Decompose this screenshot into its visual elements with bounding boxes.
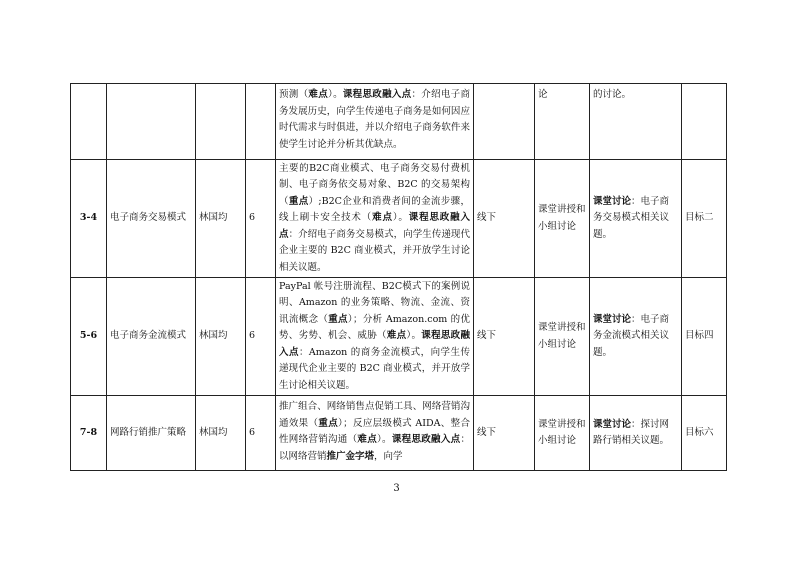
assignment-cell [590,396,682,471]
goal-cell: 目标二 [682,160,727,278]
hours-cell [246,84,276,160]
body-text: ：Amazon 的商务金流模式，向学生传递现代企业主要的 B2C 商业模式，并开放学生讨论相关议题。 [279,346,470,391]
body-text: ：探讨网路行销相关议题。 [593,418,670,446]
body-text: 预测（ [279,89,309,100]
method-cell: 课堂讲授和小组讨论 [535,160,590,278]
emphasis-text: 课程思政融入点 [279,212,470,240]
content-cell [276,84,474,160]
mode-cell: 线下 [474,278,535,396]
body-text: 的讨论。 [593,89,632,100]
body-text: ）。 [392,212,409,224]
hours-cell: 6 [246,278,276,396]
emphasis-text: 课程思政融入点 [342,89,412,100]
hours-cell: 6 [246,160,276,278]
assignment-cell [590,84,682,160]
week-cell [71,84,107,160]
topic-cell: 电子商务交易模式 [107,160,196,278]
teacher-cell: 林国均 [196,278,246,396]
emphasis-text: 推广金字塔 [326,450,375,462]
assignment-cell [590,160,682,278]
emphasis-text: 难点 [372,212,393,224]
table-row [71,160,727,278]
schedule-body [71,84,727,471]
emphasis-text: 课程思政融入点 [391,434,461,445]
body-text: PayPal 帐号注册流程、B2C模式下的案例说明、Amazon 的业务策略、物流、金流、资讯流概念（ [279,280,470,325]
emphasis-text: 课堂讨论 [593,195,632,207]
emphasis-text: 课程思政融入点 [279,330,470,358]
emphasis-text: 难点 [357,434,377,445]
emphasis-text: 课堂讨论 [593,418,632,430]
body-text: ）；分析 Amazon.com 的优势、劣势、机会、威胁（ [279,313,470,342]
week-cell: 3-4 [71,160,107,278]
body-text: ）。 [328,89,343,100]
emphasis-text: 难点 [308,89,329,100]
assignment-cell [590,278,682,396]
topic-cell [107,84,196,160]
body-text: ：电子商务金流模式相关议题。 [593,313,670,358]
goal-cell: 目标四 [682,278,727,396]
emphasis-text: 重点 [328,313,348,325]
teacher-cell [196,84,246,160]
body-text: ：介绍电子商务发展历史，向学生传递电子商务是如何因应时代需求与时俱进，并以介绍电子商务软件来使学生讨论并分析其优缺点。 [279,89,470,150]
hours-cell: 6 [246,396,276,471]
mode-cell: 线下 [474,160,535,278]
goal-cell: 目标六 [682,396,727,471]
body-text: 推广组合、网络销售点促销工具、网络营销沟通效果（ [279,401,470,429]
topic-cell: 网路行销推广策略 [107,396,196,471]
page-number: 3 [393,483,400,494]
mode-cell [474,84,535,160]
table-row [71,84,727,160]
topic-cell: 电子商务金流模式 [107,278,196,396]
body-text: ）。 [377,434,392,445]
content-cell [276,278,474,396]
emphasis-text: 课堂讨论 [593,313,632,325]
week-cell: 7-8 [71,396,107,471]
week-cell: 5-6 [71,278,107,396]
emphasis-text: 难点 [386,330,407,342]
body-text: ）;B2C企业和消费者间的金流步骤，线上刷卡安全技术（ [279,195,470,224]
body-text: ）。 [406,330,422,342]
content-cell [276,160,474,278]
body-text: ：以网络营销 [279,434,470,462]
table-row [71,396,727,471]
method-cell: 课堂讲授和小组讨论 [535,278,590,396]
mode-cell: 线下 [474,396,535,471]
goal-cell [682,84,727,160]
emphasis-text: 重点 [318,417,339,429]
teacher-cell: 林国均 [196,396,246,471]
content-cell [276,396,474,471]
method-cell: 论 [535,84,590,160]
table-row [71,278,727,396]
method-cell: 课堂讲授和小组讨论 [535,396,590,471]
body-text: ：介绍电子商务交易模式，向学生传递现代企业主要的 B2C 商业模式，并开放学生讨论相关议题。 [279,228,470,273]
body-text: ）；反应层级模式 AIDA、整合性网络营销沟通（ [279,417,470,445]
teacher-cell: 林国均 [196,160,246,278]
body-text: 主要的B2C商业模式、电子商务交易付费机制、电子商务依交易对象、B2C 的交易架构（ [279,162,470,207]
body-text: ，向学 [374,450,403,462]
body-text: ：电子商务交易模式相关议题。 [593,195,670,240]
emphasis-text: 重点 [288,195,309,207]
course-schedule-table [70,83,727,471]
